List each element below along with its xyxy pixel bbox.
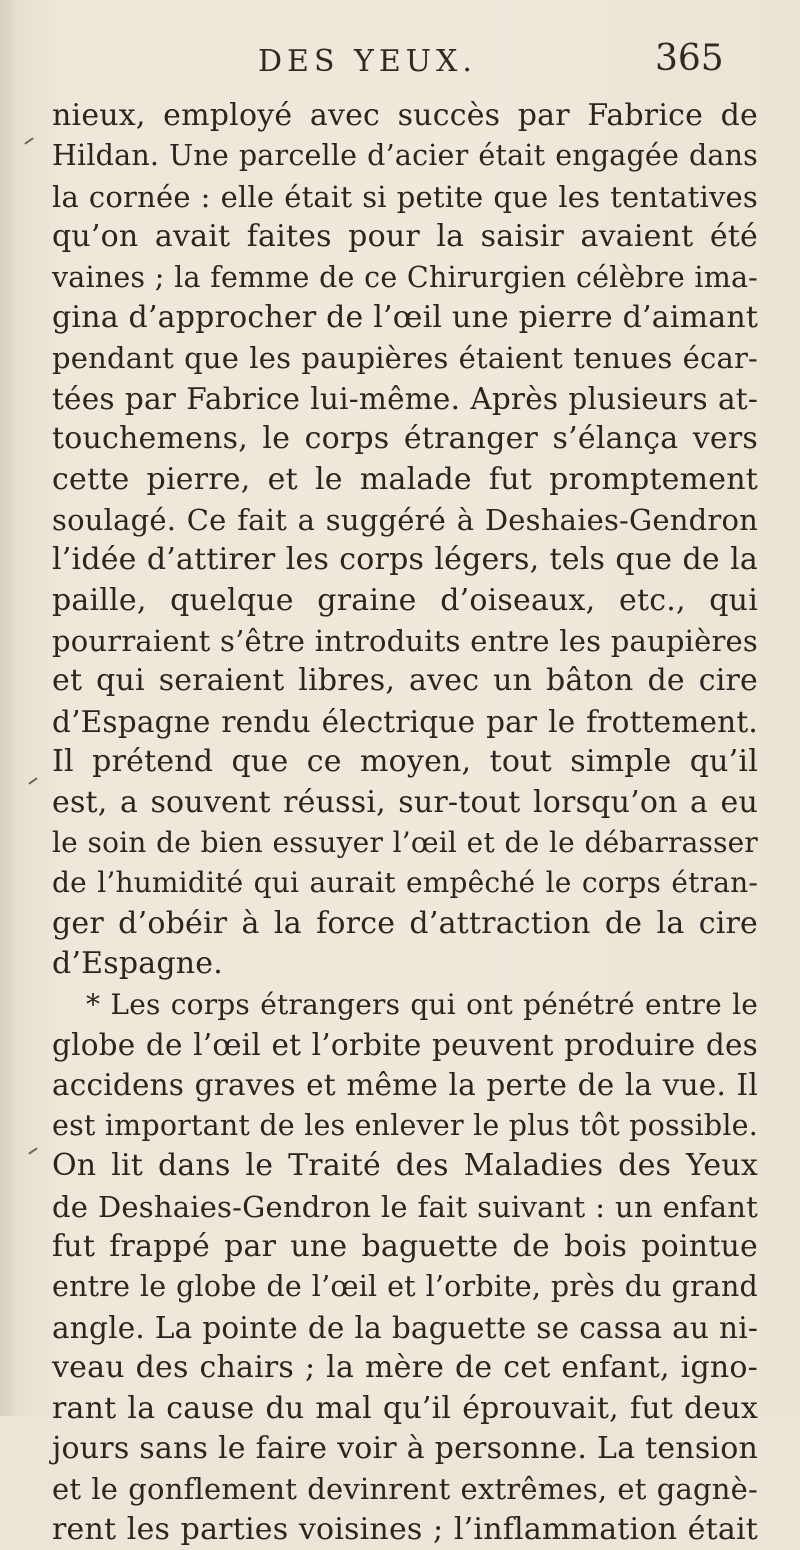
text-line: de l’humidité qui aurait empêché le corps étran- — [52, 866, 758, 900]
text-line: Hildan. Une parcelle d’acier était engagée dans — [52, 139, 758, 173]
text-line: globe de l’œil et l’orbite peuvent produire des — [52, 1027, 758, 1062]
text-line: rant la cause du mal qu’il éprouvait, fut deux — [52, 1390, 758, 1426]
text-line: * Les corps étrangers qui ont pénétré entre le — [86, 987, 758, 1021]
body-text — [52, 96, 758, 1550]
text-line: veau des chairs ; la mère de cet enfant, igno- — [52, 1350, 758, 1386]
text-line: gina d’approcher de l’œil une pierre d’aimant — [52, 299, 759, 335]
text-line: de Deshaies-Gendron le fait suivant : un enfant — [52, 1189, 758, 1224]
text-line: pendant que les paupières étaient tenues écar- — [52, 341, 758, 376]
text-line: angle. La pointe de la baguette se cassa au ni- — [52, 1310, 758, 1345]
text-line: qu’on avait faites pour la saisir avaient été — [52, 219, 758, 255]
margin-mark — [24, 137, 33, 144]
text-line: vaines ; la femme de ce Chirurgien célèbre ima- — [52, 260, 758, 294]
text-line: rent les parties voisines ; l’inflammation était — [52, 1511, 758, 1547]
text-line: On lit dans le Traité des Maladies des Yeux — [52, 1148, 758, 1184]
text-line: touchemens, le corps étranger s’élança vers — [52, 421, 758, 457]
text-line: et le gonflement devinrent extrêmes, et gagnè- — [52, 1472, 758, 1507]
text-line: fut frappé par une baguette de bois pointue — [52, 1228, 758, 1264]
text-line: la cornée : elle était si petite que les tentatives — [52, 179, 758, 214]
text-line: d’Espagne. — [52, 946, 223, 982]
text-line: est, a souvent réussi, sur-tout lorsqu’on a eu — [52, 784, 758, 820]
text-line: jours sans le faire voir à personne. La tension — [52, 1430, 758, 1466]
text-line: Il prétend que ce moyen, tout simple qu’il — [52, 744, 758, 780]
text-line: ger d’obéir à la force d’attraction de la cire — [52, 905, 758, 941]
margin-mark — [28, 777, 37, 784]
text-line: et qui seraient libres, avec un bâton de cire — [52, 663, 758, 699]
text-line: entre le globe de l’œil et l’orbite, près du grand — [52, 1270, 758, 1304]
text-line: accidens graves et même la perte de la vue. Il — [52, 1068, 758, 1103]
running-title: DES YEUX. — [258, 44, 477, 79]
text-line: pourraient s’être introduits entre les paupières — [52, 624, 758, 659]
text-line: cette pierre, et le malade fut promptement — [52, 461, 758, 497]
text-line: le soin de bien essuyer l’œil et de le débarrasser — [52, 826, 758, 860]
text-line: est important de les enlever le plus tôt possible. — [52, 1108, 758, 1142]
running-head — [0, 38, 800, 84]
text-line: d’Espagne rendu électrique par le frottement. — [52, 704, 758, 739]
text-line: paille, quelque graine d’oiseaux, etc., qui — [52, 582, 758, 618]
text-line: nieux, employé avec succès par Fabrice de — [52, 98, 758, 133]
text-line: l’idée d’attirer les corps légers, tels que de la — [52, 542, 758, 578]
text-line: tées par Fabrice lui-même. Après plusieurs at- — [52, 381, 758, 416]
page-number: 365 — [655, 38, 724, 79]
page-gutter-shadow — [0, 0, 18, 1416]
text-line: soulagé. Ce fait a suggéré à Deshaies-Gendron — [52, 502, 758, 537]
margin-mark — [28, 1147, 37, 1154]
